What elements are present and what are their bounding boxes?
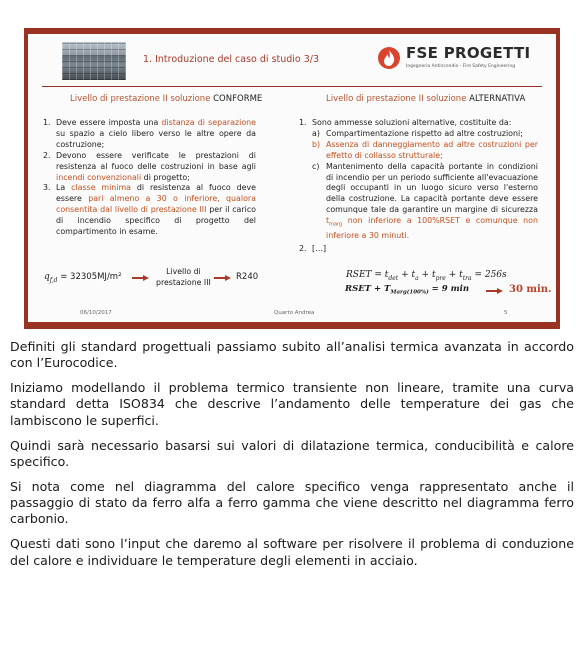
slide-title: 1. Introduzione del caso di studio 3/3	[143, 54, 320, 65]
rset-equation: RSET = $t_{det} + t_a + t_{pre} + t_{tra} = 256s$	[346, 270, 507, 282]
required-resistance-time: 30 min.	[509, 284, 552, 295]
list-item: 3. La classe minima di resistenza al fuoco deve essere pari almeno a 30 o inferiore, qualora consentita dal livello di prestazione III per il carico di incendio specifico di progetto del compartimento in esame.	[43, 183, 256, 237]
title-divider	[42, 86, 542, 87]
right-arrow-icon	[214, 275, 232, 281]
fire-resistance-class: R240	[236, 272, 259, 282]
list-item: 1. Sono ammesse soluzioni alternative, costituite da:	[299, 118, 512, 127]
sub-item: a) Compartimentazione rispetto ad altre costruzioni;	[312, 128, 523, 138]
footer-author: Quarto Andrea	[274, 310, 315, 316]
paragraph: Quindi sarà necessario basarsi sui valori di dilatazione termica, conducibilità e calore specifico.	[10, 437, 574, 469]
paragraph: Definiti gli standard progettuali passiamo subito all’analisi termica avanzata in accordo con l’Eurocodice.	[10, 339, 574, 371]
alternative-solution-list	[296, 118, 538, 254]
slide-frame	[24, 28, 560, 329]
slide	[28, 34, 556, 322]
list-item: 2. […]	[299, 243, 327, 253]
right-arrow-icon	[132, 275, 150, 281]
company-logo-name: FSE PROGETTI	[406, 44, 531, 62]
footer-date: 06/10/2017	[80, 310, 112, 316]
right-arrow-icon	[486, 288, 504, 294]
flame-logo-icon	[378, 47, 400, 69]
sub-item: c) Mantenimento della capacità portante in condizioni di incendio per un periodo sufficiente all'evacuazione degli occupanti in un luogo sicuro verso l'esterno della costruzione. La capacità portante deve essere comunque tale da garantire un margine di sicurezza $t_{marg}$ non inferiore a 100%RSET e comunque non inferiore a 30 minuti.	[312, 161, 538, 240]
building-photo	[62, 42, 126, 80]
fire-load-equation: $q_{f,d} = 32305MJ/m^2$	[44, 272, 122, 284]
paragraph: Si nota come nel diagramma del calore specifico venga rappresentato anche il passaggio di stato da ferro alfa a ferro gamma che viene descritto nel diagramma ferro carbonio.	[10, 478, 574, 527]
document-body	[10, 339, 574, 578]
footer-page-number: 5	[504, 310, 508, 316]
right-column-heading: Livello di prestazione II soluzione ALTERNATIVA	[326, 94, 526, 104]
paragraph: Iniziamo modellando il problema termico transiente non lineare, tramite una curva standard detta ISO834 che descrive l’andamento delle temperature dei gas che lambiscono le superfici.	[10, 380, 574, 428]
list-item: 1. Deve essere imposta una distanza di separazione su spazio a cielo libero verso le altre opere da costruzione;	[43, 118, 257, 149]
sub-item: b) Assenza di danneggiamento ad altre costruzioni per effetto di collasso strutturale;	[312, 139, 538, 160]
left-column-heading: Livello di prestazione II soluzione CONFORME	[70, 94, 263, 104]
paragraph: Questi dati sono l’input che daremo al software per risolvere il problema di conduzione del calore e individuare le temperature degli elementi in acciaio.	[10, 536, 574, 568]
company-logo-tagline: Ingegneria Antincendio - Fire Safety Engineering	[406, 64, 516, 69]
performance-level-label: Livello di prestazione III	[156, 267, 211, 287]
list-item: 2. Devono essere verificate le prestazioni di resistenza al fuoco delle costruzioni in base agli incendi convenzionali di progetto;	[43, 150, 256, 182]
safety-margin-equation: RSET + $T_{Marg(100\%)} = 9$ min	[345, 284, 470, 296]
conforming-solution-list	[40, 118, 256, 238]
